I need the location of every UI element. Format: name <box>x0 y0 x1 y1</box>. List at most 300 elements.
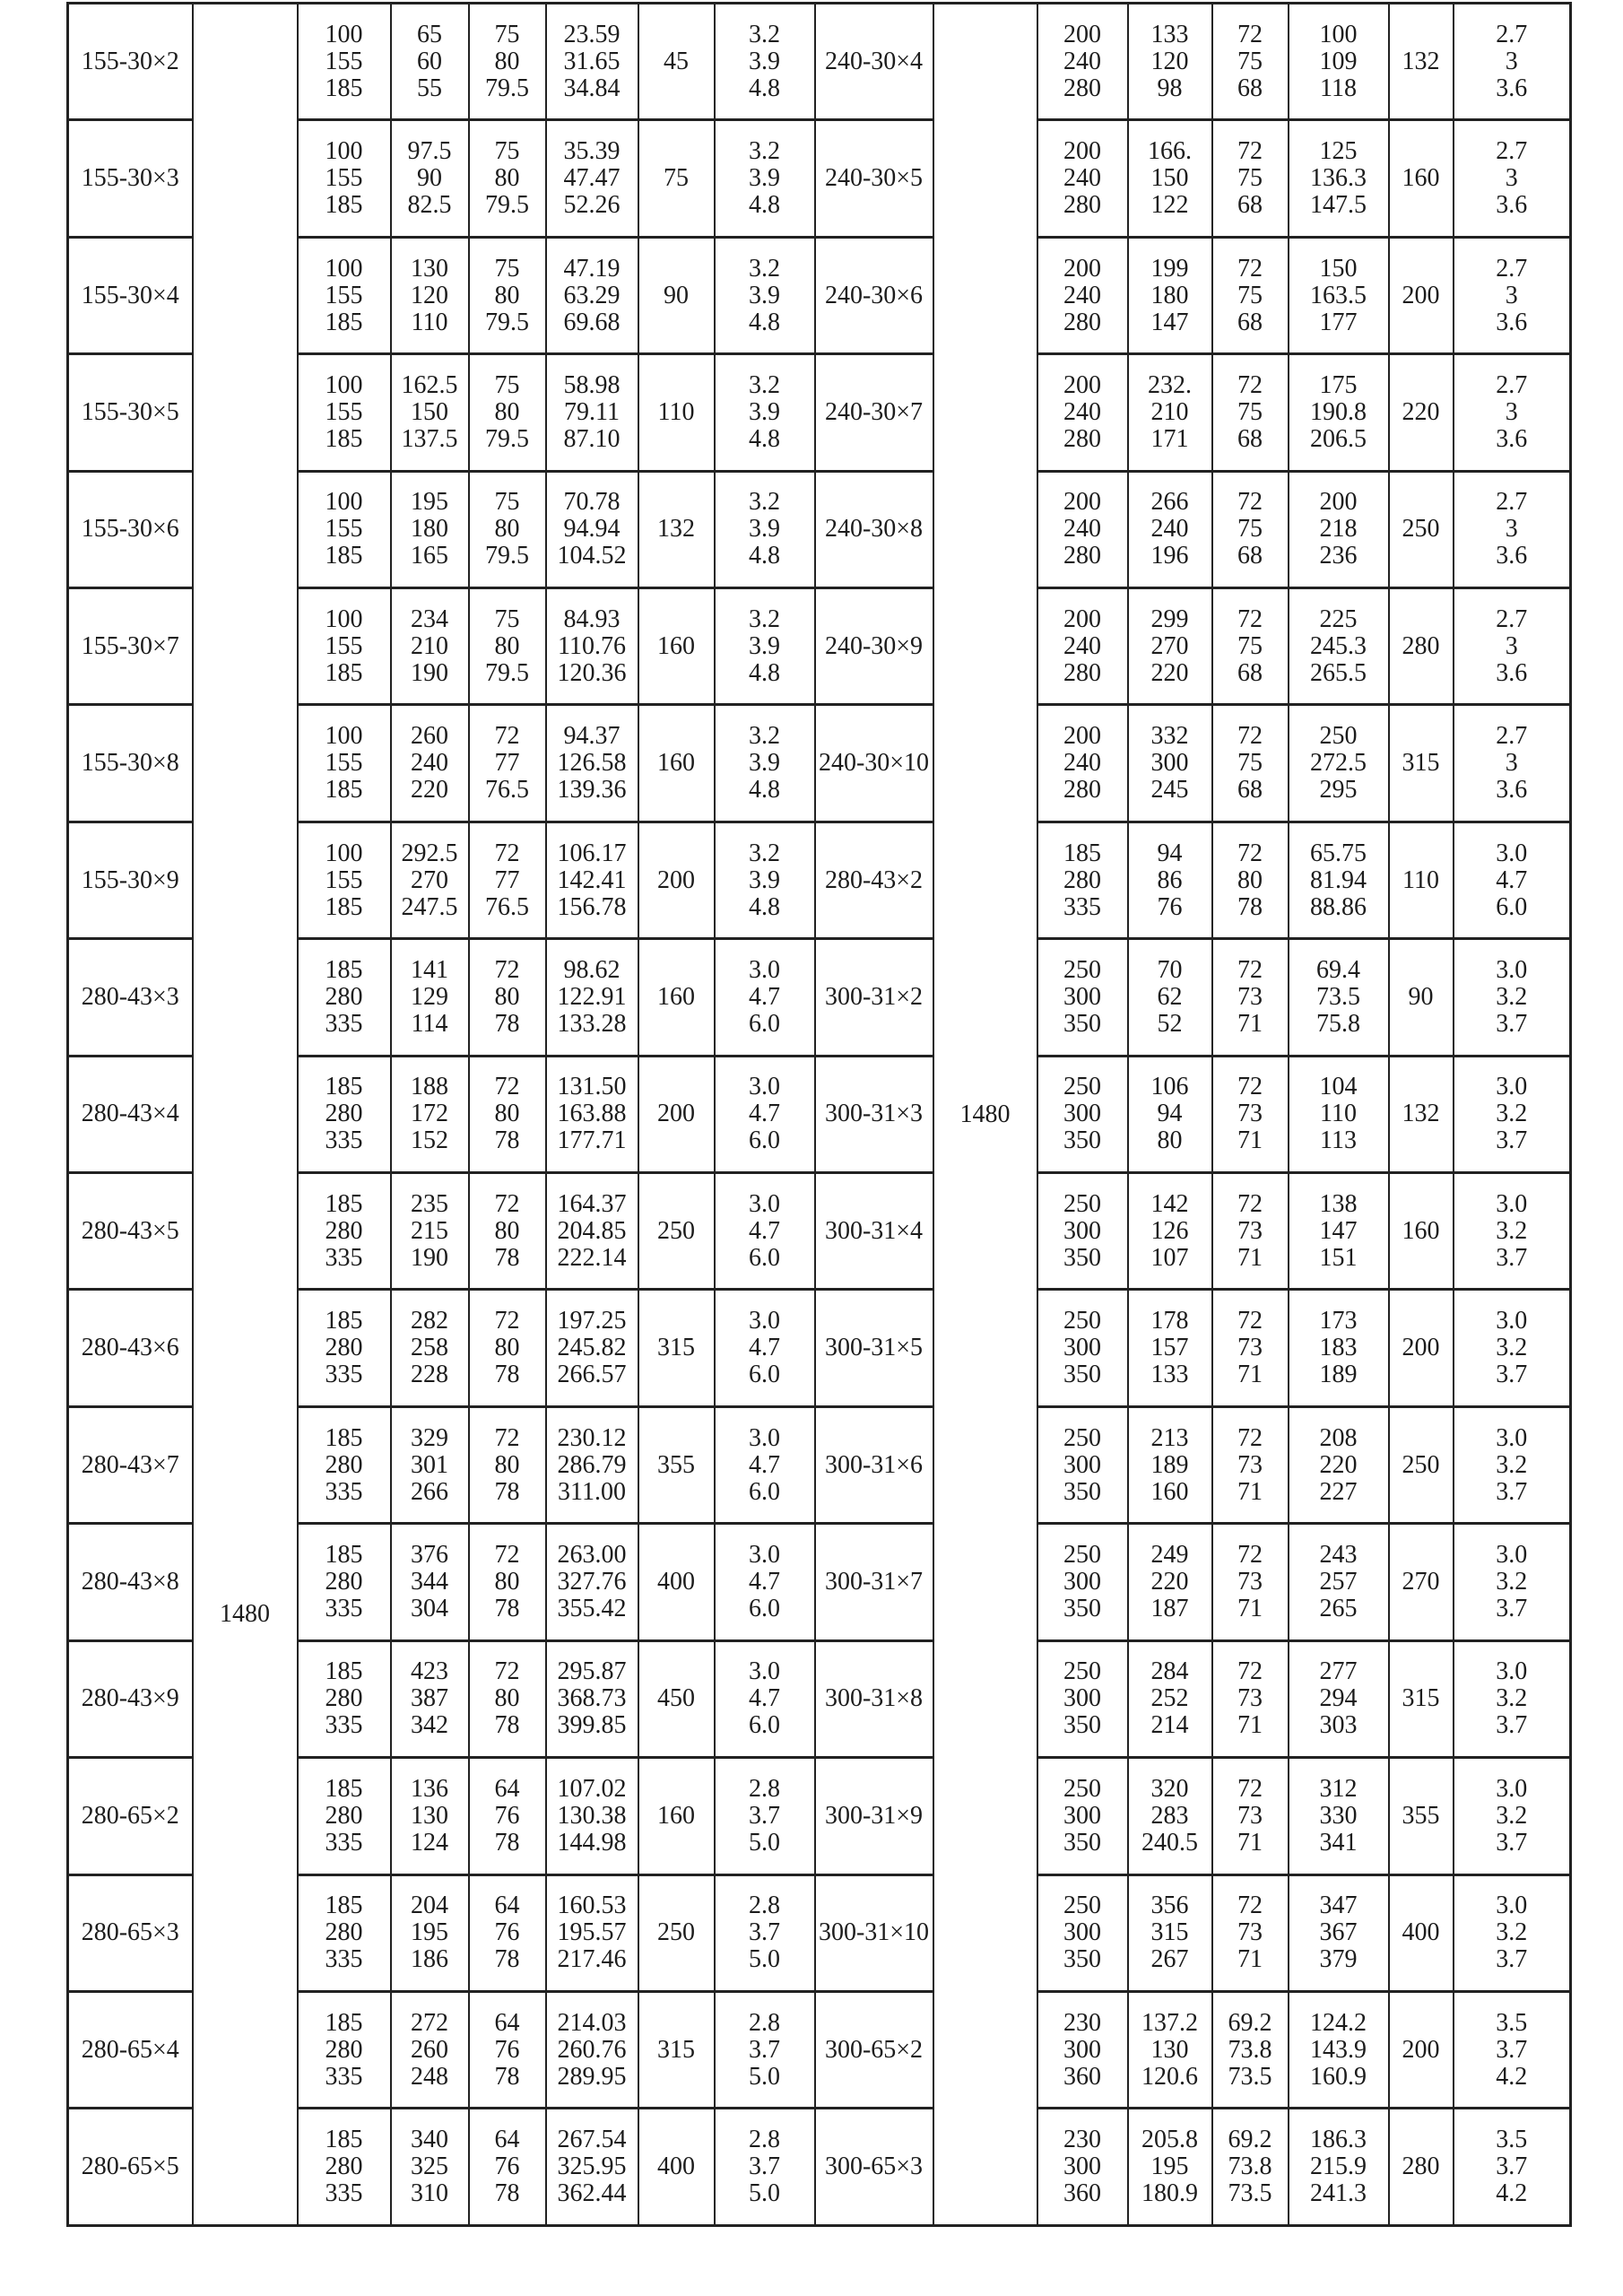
cell-line: 73 <box>1237 1684 1263 1713</box>
cell-line: 98 <box>1157 74 1183 102</box>
cell-line: 76 <box>494 2035 520 2064</box>
cell-line: 155 <box>325 281 363 309</box>
cell-line: 138 <box>1319 1189 1358 1218</box>
cell-line: 347 <box>1319 1892 1358 1920</box>
cell-line: 155 <box>325 631 363 660</box>
cell-line: 280 <box>325 1334 363 1362</box>
cell-line: 150 <box>1319 254 1358 283</box>
cell-line: 3.7 <box>749 1801 780 1830</box>
head-cell <box>1128 1874 1212 1991</box>
cell-line: 88.86 <box>1310 892 1367 921</box>
cell-line: 245.3 <box>1310 631 1367 660</box>
cell-line: 72 <box>1237 370 1263 399</box>
cell-line: 214.03 <box>557 2008 627 2037</box>
cell-line: 97.5 <box>407 137 452 166</box>
cell-line: 250 <box>1063 1423 1101 1452</box>
cell-line: 47.19 <box>563 254 621 283</box>
head-cell <box>1128 2109 1212 2226</box>
cell-line: 3.2 <box>1496 1567 1528 1596</box>
cell-line: 280 <box>1063 865 1101 894</box>
cell-line: 4.7 <box>749 1450 780 1479</box>
efficiency-cell <box>1212 1406 1289 1523</box>
cell-line: 280 <box>325 1801 363 1830</box>
cell-line: 68 <box>1237 776 1263 804</box>
cell-line: 75 <box>1237 281 1263 309</box>
efficiency-cell <box>469 471 546 587</box>
cell-line: 126 <box>1150 1216 1189 1245</box>
cell-line: 185 <box>325 1892 363 1920</box>
cell-line: 69.2 <box>1228 2008 1272 2037</box>
npsh-cell <box>1454 237 1571 353</box>
cell-line: 131.50 <box>557 1073 627 1101</box>
cell-line: 280 <box>325 2035 363 2064</box>
flow-cell <box>298 1406 391 1523</box>
efficiency-cell <box>469 2109 546 2226</box>
cell-line: 284 <box>1150 1657 1189 1686</box>
model-cell: 300-31×10 <box>815 1874 933 1991</box>
cell-line: 3.2 <box>1496 1801 1528 1830</box>
cell-line: 185 <box>325 1657 363 1686</box>
model-cell: 300-31×9 <box>815 1758 933 1874</box>
flow-cell <box>298 237 391 353</box>
flow-cell <box>1037 1758 1128 1874</box>
npsh-cell <box>715 1758 815 1874</box>
cell-line: 80 <box>494 982 520 1011</box>
efficiency-cell <box>469 1524 546 1640</box>
motor-power-cell: 450 <box>638 1640 715 1757</box>
cell-line: 78 <box>494 2179 520 2208</box>
cell-line: 315 <box>1150 1918 1189 1947</box>
cell-line: 301 <box>411 1450 448 1479</box>
cell-line: 3.0 <box>1496 1774 1528 1803</box>
npsh-cell <box>715 822 815 938</box>
power-cell <box>1289 237 1389 353</box>
cell-line: 185 <box>325 191 363 220</box>
head-cell <box>391 822 469 938</box>
cell-line: 220 <box>1150 658 1189 687</box>
efficiency-cell <box>469 1991 546 2108</box>
cell-line: 282 <box>411 1307 448 1335</box>
cell-line: 75 <box>1237 397 1263 426</box>
motor-power-cell: 160 <box>638 939 715 1056</box>
cell-line: 155 <box>325 749 363 778</box>
cell-line: 68 <box>1237 424 1263 453</box>
motor-power-cell: 160 <box>1389 1173 1454 1290</box>
cell-line: 100 <box>325 604 363 633</box>
cell-line: 23.59 <box>563 20 621 48</box>
motor-power-cell: 160 <box>638 588 715 705</box>
cell-line: 3.5 <box>1496 2126 1528 2154</box>
cell-line: 81.94 <box>1310 865 1367 894</box>
cell-line: 2.7 <box>1496 254 1528 283</box>
flow-cell <box>298 588 391 705</box>
cell-line: 78 <box>494 1126 520 1155</box>
cell-line: 100 <box>1319 20 1358 48</box>
cell-line: 155 <box>325 47 363 75</box>
cell-line: 80 <box>494 1100 520 1128</box>
cell-line: 3.9 <box>749 631 780 660</box>
npsh-cell <box>1454 1173 1571 1290</box>
power-cell <box>1289 939 1389 1056</box>
cell-line: 70 <box>1157 955 1183 984</box>
head-cell <box>391 1056 469 1172</box>
cell-line: 399.85 <box>557 1711 627 1740</box>
cell-line: 70.78 <box>563 488 621 517</box>
efficiency-cell <box>1212 822 1289 938</box>
cell-line: 164.37 <box>557 1189 627 1218</box>
cell-line: 100 <box>325 839 363 867</box>
cell-line: 147.5 <box>1310 191 1367 220</box>
model-cell: 300-31×5 <box>815 1290 933 1406</box>
cell-line: 4.7 <box>1496 865 1528 894</box>
cell-line: 3.2 <box>1496 1918 1528 1947</box>
npsh-cell <box>1454 1406 1571 1523</box>
cell-line: 185 <box>325 308 363 336</box>
power-cell <box>1289 1758 1389 1874</box>
cell-line: 185 <box>325 74 363 102</box>
cell-line: 376 <box>411 1540 448 1569</box>
flow-cell <box>298 822 391 938</box>
cell-line: 2.8 <box>749 2126 780 2154</box>
model-cell: 300-65×3 <box>815 2109 933 2226</box>
cell-line: 280 <box>1063 658 1101 687</box>
cell-line: 300 <box>1063 1918 1101 1947</box>
cell-line: 151 <box>1319 1243 1358 1272</box>
cell-line: 265 <box>1319 1594 1358 1622</box>
cell-line: 325.95 <box>557 2152 627 2181</box>
cell-line: 267 <box>1150 1945 1189 1974</box>
cell-line: 75 <box>1237 749 1263 778</box>
cell-line: 3.9 <box>749 281 780 309</box>
cell-line: 3.0 <box>1496 1423 1528 1452</box>
motor-power-cell: 160 <box>1389 120 1454 237</box>
cell-line: 3.6 <box>1496 424 1528 453</box>
efficiency-cell <box>1212 4 1289 120</box>
cell-line: 3 <box>1505 515 1518 544</box>
power-cell <box>1289 1640 1389 1757</box>
cell-line: 423 <box>411 1657 448 1686</box>
cell-line: 76 <box>1157 892 1183 921</box>
cell-line: 6.0 <box>749 1361 780 1389</box>
cell-line: 3.0 <box>749 955 780 984</box>
flow-cell <box>1037 1640 1128 1757</box>
motor-power-cell: 200 <box>1389 1290 1454 1406</box>
cell-line: 340 <box>411 2126 448 2154</box>
head-cell <box>1128 1173 1212 1290</box>
cell-line: 280 <box>325 1450 363 1479</box>
cell-line: 387 <box>411 1684 448 1713</box>
cell-line: 75 <box>1237 631 1263 660</box>
cell-line: 2.7 <box>1496 137 1528 166</box>
power-cell <box>546 1290 638 1406</box>
npsh-cell <box>1454 822 1571 938</box>
cell-line: 110 <box>411 308 448 336</box>
motor-power-cell: 270 <box>1389 1524 1454 1640</box>
efficiency-cell <box>1212 1640 1289 1757</box>
cell-line: 3.7 <box>1496 1361 1528 1389</box>
cell-line: 65 <box>417 20 442 48</box>
cell-line: 3.9 <box>749 47 780 75</box>
npsh-cell <box>715 4 815 120</box>
efficiency-cell <box>469 1640 546 1757</box>
cell-line: 34.84 <box>563 74 621 102</box>
power-cell <box>546 237 638 353</box>
cell-line: 107 <box>1150 1243 1189 1272</box>
power-cell <box>546 471 638 587</box>
cell-line: 280 <box>325 1918 363 1947</box>
cell-line: 75.8 <box>1316 1009 1360 1038</box>
cell-line: 3.5 <box>1496 2008 1528 2037</box>
npsh-cell <box>1454 120 1571 237</box>
cell-line: 122.91 <box>557 982 627 1011</box>
cell-line: 195 <box>1150 2152 1189 2181</box>
flow-cell <box>298 354 391 471</box>
cell-line: 129 <box>411 982 448 1011</box>
efficiency-cell <box>1212 120 1289 237</box>
cell-line: 84.93 <box>563 604 621 633</box>
efficiency-cell <box>469 1758 546 1874</box>
cell-line: 185 <box>325 1774 363 1803</box>
cell-line: 3.2 <box>749 839 780 867</box>
model-cell: 280-43×3 <box>68 939 193 1056</box>
cell-line: 260.76 <box>557 2035 627 2064</box>
cell-line: 98.62 <box>563 955 621 984</box>
motor-power-cell: 132 <box>1389 4 1454 120</box>
cell-line: 68 <box>1237 658 1263 687</box>
cell-line: 260 <box>411 2035 448 2064</box>
cell-line: 3 <box>1505 631 1518 660</box>
flow-cell <box>1037 354 1128 471</box>
flow-cell <box>1037 822 1128 938</box>
cell-line: 300 <box>1063 1684 1101 1713</box>
motor-power-cell: 220 <box>1389 354 1454 471</box>
cell-line: 73.8 <box>1228 2152 1272 2181</box>
cell-line: 4.2 <box>1496 2062 1528 2091</box>
cell-line: 197.25 <box>557 1307 627 1335</box>
cell-line: 2.7 <box>1496 20 1528 48</box>
cell-line: 300 <box>1063 1216 1101 1245</box>
head-cell <box>391 354 469 471</box>
cell-line: 3.2 <box>1496 982 1528 1011</box>
model-cell: 155-30×8 <box>68 705 193 822</box>
motor-power-cell: 400 <box>638 1524 715 1640</box>
cell-line: 4.8 <box>749 658 780 687</box>
head-cell <box>1128 1406 1212 1523</box>
cell-line: 166. <box>1148 137 1192 166</box>
cell-line: 5.0 <box>749 1828 780 1857</box>
efficiency-cell <box>469 237 546 353</box>
cell-line: 189 <box>1319 1361 1358 1389</box>
cell-line: 3.6 <box>1496 776 1528 804</box>
cell-line: 3.0 <box>1496 839 1528 867</box>
cell-line: 350 <box>1063 1711 1101 1740</box>
table-body <box>68 4 1571 2226</box>
cell-line: 6.0 <box>1496 892 1528 921</box>
cell-line: 335 <box>325 1828 363 1857</box>
model-cell: 300-31×2 <box>815 939 933 1056</box>
head-cell <box>1128 237 1212 353</box>
cell-line: 283 <box>1150 1801 1189 1830</box>
cell-line: 200 <box>1319 488 1358 517</box>
head-cell <box>391 120 469 237</box>
head-cell <box>391 237 469 353</box>
npsh-cell <box>1454 588 1571 705</box>
cell-line: 204.85 <box>557 1216 627 1245</box>
model-cell: 280-43×9 <box>68 1640 193 1757</box>
model-cell: 300-31×4 <box>815 1173 933 1290</box>
cell-line: 204 <box>411 1892 448 1920</box>
cell-line: 109 <box>1319 47 1358 75</box>
head-cell <box>391 2109 469 2226</box>
power-cell <box>1289 822 1389 938</box>
cell-line: 355.42 <box>557 1594 627 1622</box>
head-cell <box>391 471 469 587</box>
cell-line: 344 <box>411 1567 448 1596</box>
cell-line: 71 <box>1237 1711 1263 1740</box>
cell-line: 72 <box>494 955 520 984</box>
motor-power-cell: 200 <box>638 1056 715 1172</box>
cell-line: 177 <box>1319 308 1358 336</box>
cell-line: 250 <box>1063 1307 1101 1335</box>
cell-line: 3.2 <box>749 604 780 633</box>
cell-line: 241.3 <box>1310 2179 1367 2208</box>
cell-line: 3.7 <box>1496 1126 1528 1155</box>
cell-line: 200 <box>1063 370 1101 399</box>
power-cell <box>546 1640 638 1757</box>
npsh-cell <box>715 354 815 471</box>
model-cell: 300-31×8 <box>815 1640 933 1757</box>
cell-line: 185 <box>325 892 363 921</box>
head-cell <box>391 1640 469 1757</box>
cell-line: 71 <box>1237 1243 1263 1272</box>
cell-line: 280 <box>1063 74 1101 102</box>
cell-line: 260 <box>411 722 448 751</box>
speed-value: 1480 <box>220 1600 270 1628</box>
cell-line: 350 <box>1063 1945 1101 1974</box>
cell-line: 3.9 <box>749 865 780 894</box>
cell-line: 280 <box>1063 542 1101 570</box>
motor-power-cell: 160 <box>638 705 715 822</box>
cell-line: 6.0 <box>749 1126 780 1155</box>
model-cell: 300-31×3 <box>815 1056 933 1172</box>
efficiency-cell <box>469 705 546 822</box>
cell-line: 78 <box>494 1828 520 1857</box>
cell-line: 80 <box>494 631 520 660</box>
cell-line: 78 <box>494 1594 520 1622</box>
cell-line: 75 <box>1237 515 1263 544</box>
cell-line: 73 <box>1237 1216 1263 1245</box>
power-cell <box>546 1173 638 1290</box>
cell-line: 160.9 <box>1310 2062 1367 2091</box>
cell-line: 272.5 <box>1310 749 1367 778</box>
flow-cell <box>1037 4 1128 120</box>
model-cell: 280-65×3 <box>68 1874 193 1991</box>
cell-line: 180.9 <box>1141 2179 1198 2208</box>
efficiency-cell <box>1212 588 1289 705</box>
pump-spec-table <box>66 2 1572 2227</box>
cell-line: 6.0 <box>749 1243 780 1272</box>
motor-power-cell: 250 <box>638 1874 715 1991</box>
cell-line: 73.5 <box>1316 982 1360 1011</box>
cell-line: 64 <box>494 1892 520 1920</box>
cell-line: 5.0 <box>749 1945 780 1974</box>
cell-line: 78 <box>494 1361 520 1389</box>
power-cell <box>1289 1173 1389 1290</box>
power-cell <box>1289 1991 1389 2108</box>
cell-line: 86 <box>1157 865 1183 894</box>
cell-line: 335 <box>1063 892 1101 921</box>
cell-line: 4.2 <box>1496 2179 1528 2208</box>
cell-line: 335 <box>325 1243 363 1272</box>
cell-line: 214 <box>1150 1711 1189 1740</box>
flow-cell <box>298 1524 391 1640</box>
cell-line: 94.94 <box>563 515 621 544</box>
flow-cell <box>1037 1173 1128 1290</box>
efficiency-cell <box>469 1056 546 1172</box>
npsh-cell <box>715 1406 815 1523</box>
npsh-cell <box>715 237 815 353</box>
model-cell: 155-30×6 <box>68 471 193 587</box>
cell-line: 3.0 <box>1496 955 1528 984</box>
cell-line: 130 <box>411 254 448 283</box>
cell-line: 3.6 <box>1496 542 1528 570</box>
cell-line: 147 <box>1150 308 1189 336</box>
cell-line: 31.65 <box>563 47 621 75</box>
cell-line: 3.7 <box>1496 1477 1528 1506</box>
cell-line: 157 <box>1150 1334 1189 1362</box>
cell-line: 72 <box>1237 1540 1263 1569</box>
model-cell: 280-43×7 <box>68 1406 193 1523</box>
motor-power-cell: 280 <box>1389 2109 1454 2226</box>
cell-line: 73 <box>1237 1100 1263 1128</box>
flow-cell <box>1037 1991 1128 2108</box>
cell-line: 2.8 <box>749 1774 780 1803</box>
cell-line: 126.58 <box>557 749 627 778</box>
cell-line: 240 <box>1063 631 1101 660</box>
cell-line: 73 <box>1237 1450 1263 1479</box>
cell-line: 160 <box>1150 1477 1189 1506</box>
cell-line: 60 <box>417 47 442 75</box>
cell-line: 208 <box>1319 1423 1358 1452</box>
cell-line: 3.2 <box>1496 1334 1528 1362</box>
cell-line: 185 <box>325 776 363 804</box>
cell-line: 379 <box>1319 1945 1358 1974</box>
cell-line: 71 <box>1237 1477 1263 1506</box>
cell-line: 100 <box>325 254 363 283</box>
motor-power-cell: 200 <box>1389 237 1454 353</box>
head-cell <box>1128 822 1212 938</box>
cell-line: 341 <box>1319 1828 1358 1857</box>
cell-line: 299 <box>1150 604 1189 633</box>
head-cell <box>391 4 469 120</box>
efficiency-cell <box>469 4 546 120</box>
cell-line: 280 <box>325 982 363 1011</box>
speed-cell <box>933 4 1037 2226</box>
cell-line: 71 <box>1237 1361 1263 1389</box>
cell-line: 247.5 <box>401 892 458 921</box>
cell-line: 3.7 <box>1496 2035 1528 2064</box>
cell-line: 277 <box>1319 1657 1358 1686</box>
cell-line: 292.5 <box>401 839 458 867</box>
cell-line: 330 <box>1319 1801 1358 1830</box>
cell-line: 130.38 <box>557 1801 627 1830</box>
cell-line: 250 <box>1063 1892 1101 1920</box>
cell-line: 335 <box>325 1477 363 1506</box>
cell-line: 155 <box>325 397 363 426</box>
cell-line: 171 <box>1150 424 1189 453</box>
cell-line: 75 <box>494 370 520 399</box>
cell-line: 266 <box>1150 488 1189 517</box>
